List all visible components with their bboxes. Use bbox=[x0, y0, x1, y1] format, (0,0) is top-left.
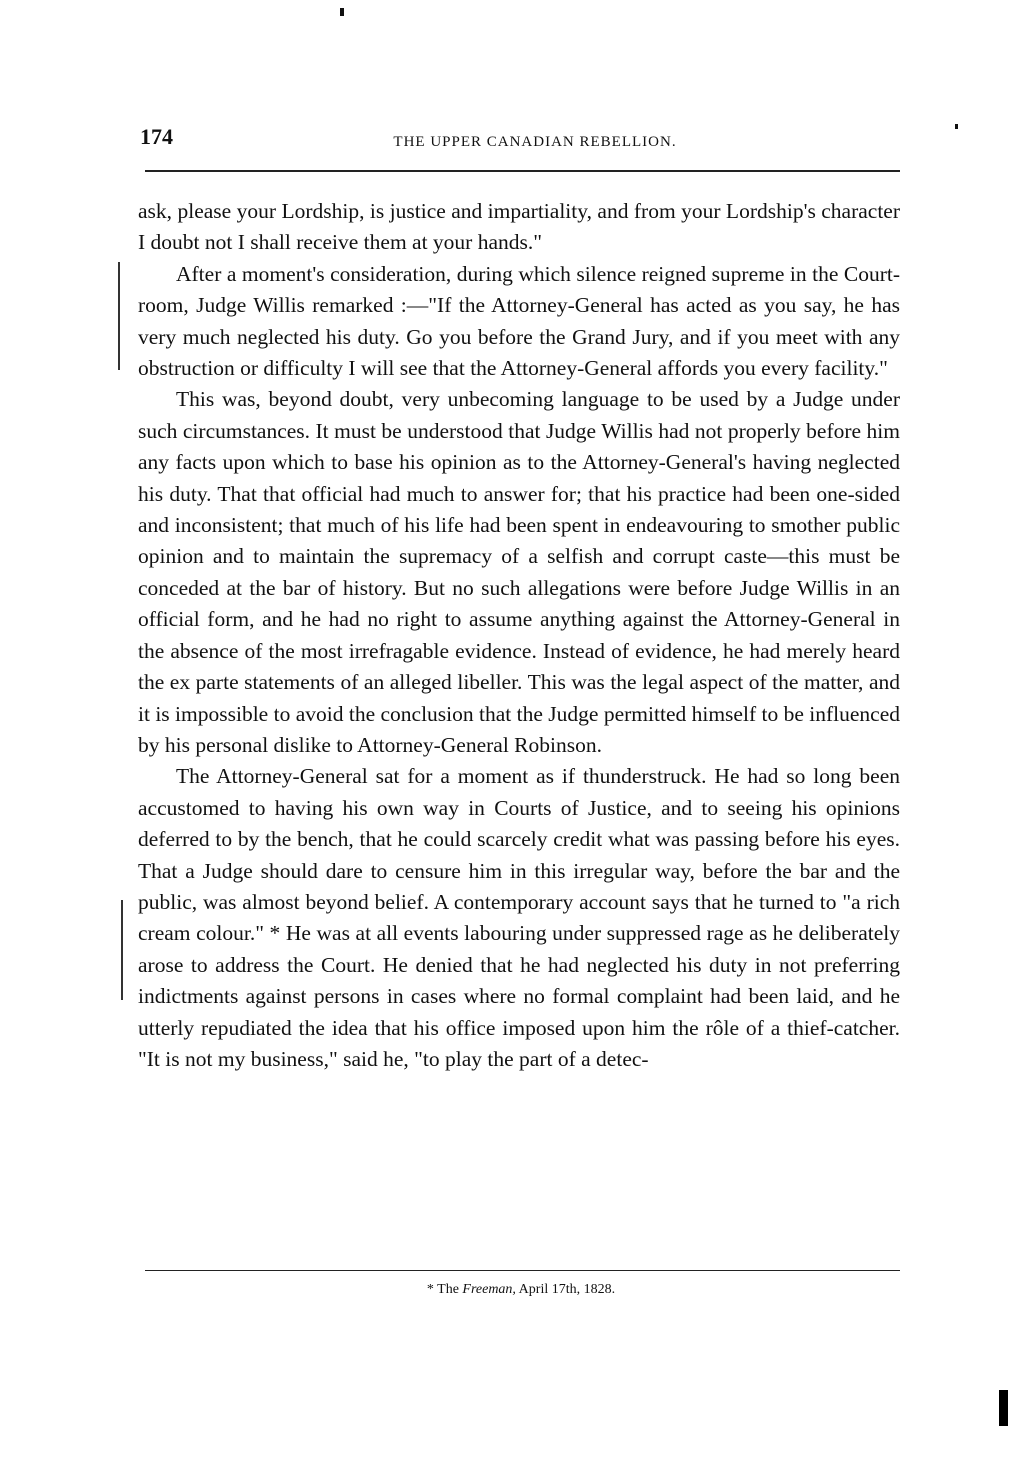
footnote-source: Freeman, bbox=[462, 1282, 516, 1297]
page-header bbox=[140, 124, 900, 154]
paragraph-2: After a moment's consideration, during which silence reigned supreme in the Court-room, Judge Willis remarked :—"If the Attorney-General has acted as you say, he has very much neglected his duty. Go you before the Grand Jury, and if you meet with any obstruction or difficulty I will see that the Attorney-General affords you every facility." bbox=[138, 261, 900, 381]
margin-mark-1 bbox=[118, 262, 120, 370]
ink-speck-right bbox=[955, 124, 958, 129]
footnote-rule bbox=[145, 1270, 900, 1271]
scan-edge-mark bbox=[999, 1390, 1008, 1426]
footnote bbox=[0, 1282, 1012, 1298]
page-number: 174 bbox=[140, 124, 173, 149]
footnote-marker: * The bbox=[426, 1282, 463, 1297]
body-text bbox=[138, 196, 900, 1075]
paragraph-1: ask, please your Lordship, is justice and impartiality, and from your Lordship's character I doubt not I shall receive them at your hands." bbox=[138, 199, 900, 255]
margin-mark-2 bbox=[121, 900, 123, 1000]
header-rule bbox=[145, 170, 900, 172]
paragraph-4: The Attorney-General sat for a moment as if thunderstruck. He had so long been accustomed to having his own way in Courts of Justice, and to seeing his opinions deferred to by the bench, that he could scarcely credit what was passing before his eyes. That a Judge should dare to censure him in this irregular way, before the bar and the public, was almost beyond belief. A contemporary account says that he turned to "a rich cream colour." * He was at all events labouring under suppressed rage as he deliberately arose to address the Court. He denied that he had neglected his duty in not preferring indictments against persons in cases where no formal complaint had been laid, and he utterly repudiated the idea that his office imposed upon him the rôle of a thief-catcher. "It is not my business," said he, "to play the part of a detec- bbox=[138, 764, 900, 1071]
paragraph-3: This was, beyond doubt, very unbecoming language to be used by a Judge under such circumstances. It must be understood that Judge Willis had not properly before him any facts upon which to base his opinion as to the Attorney-General's having neglected his duty. That that official had much to answer for; that his practice had been one-sided and inconsistent; that much of his life had been spent in endeavouring to smother public opinion and to maintain the supremacy of a selfish and corrupt caste—this must be conceded at the bar of history. But no such allegations were before Judge Willis in an official form, and he had no right to assume anything against the Attorney-General in the absence of the most irrefragable evidence. Instead of evidence, he had merely heard the ex parte statements of an alleged libeller. This was the legal aspect of the matter, and it is impossible to avoid the conclusion that the Judge permitted himself to be influenced by his personal dislike to Attorney-General Robinson. bbox=[138, 387, 900, 757]
ink-speck-top bbox=[340, 8, 344, 16]
running-head: THE UPPER CANADIAN REBELLION. bbox=[393, 134, 677, 150]
footnote-date: April 17th, 1828. bbox=[515, 1282, 616, 1297]
